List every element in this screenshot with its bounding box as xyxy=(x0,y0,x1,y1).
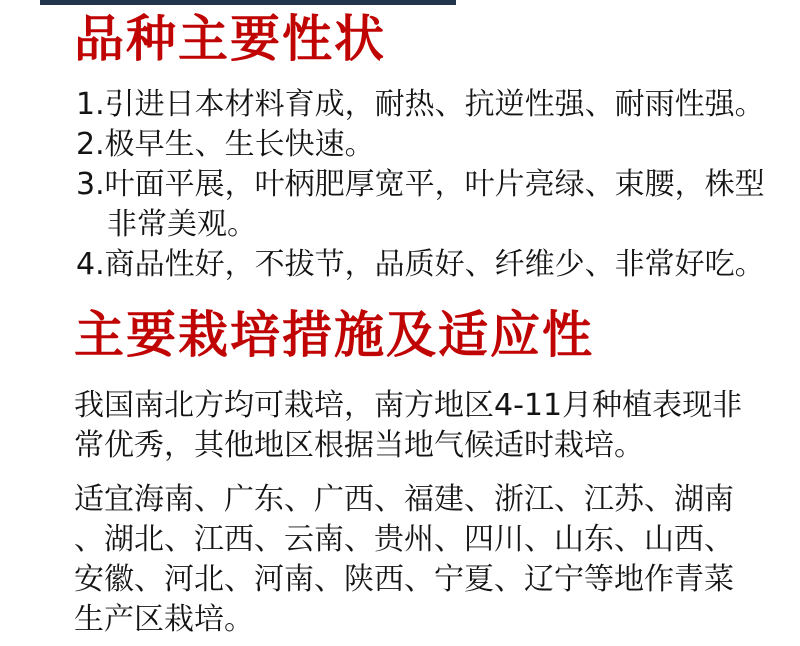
cultivation-section-heading: 主要栽培措施及适应性 xyxy=(74,305,594,364)
trait-item-3: 3.叶面平展，叶柄肥厚宽平，叶片亮绿、束腰，株型非常美观。 xyxy=(76,167,765,242)
trait-item-2: 2.极早生、生长快速。 xyxy=(76,127,375,162)
cultivation-paragraph: 我国南北方均可栽培，南方地区4-11月种植表现非常优秀，其他地区根据当地气候适时栽培。 xyxy=(74,388,743,463)
trait-list xyxy=(0,85,800,285)
trait-item-1: 1.引进日本材料育成，耐热、抗逆性强、耐雨性强。 xyxy=(76,87,765,122)
trait-item-4: 4.商品性好，不拔节，品质好、纤维少、非常好吃。 xyxy=(76,247,765,282)
traits-section-heading: 品种主要性状 xyxy=(74,9,386,68)
regions-paragraph: 适宜海南、广东、广西、福建、浙江、江苏、湖南、湖北、江西、云南、贵州、四川、山东、山西、安徽、河北、河南、陕西、宁夏、辽宁等地作青菜生产区栽培。 xyxy=(74,482,734,637)
section-divider-bar xyxy=(40,0,456,5)
